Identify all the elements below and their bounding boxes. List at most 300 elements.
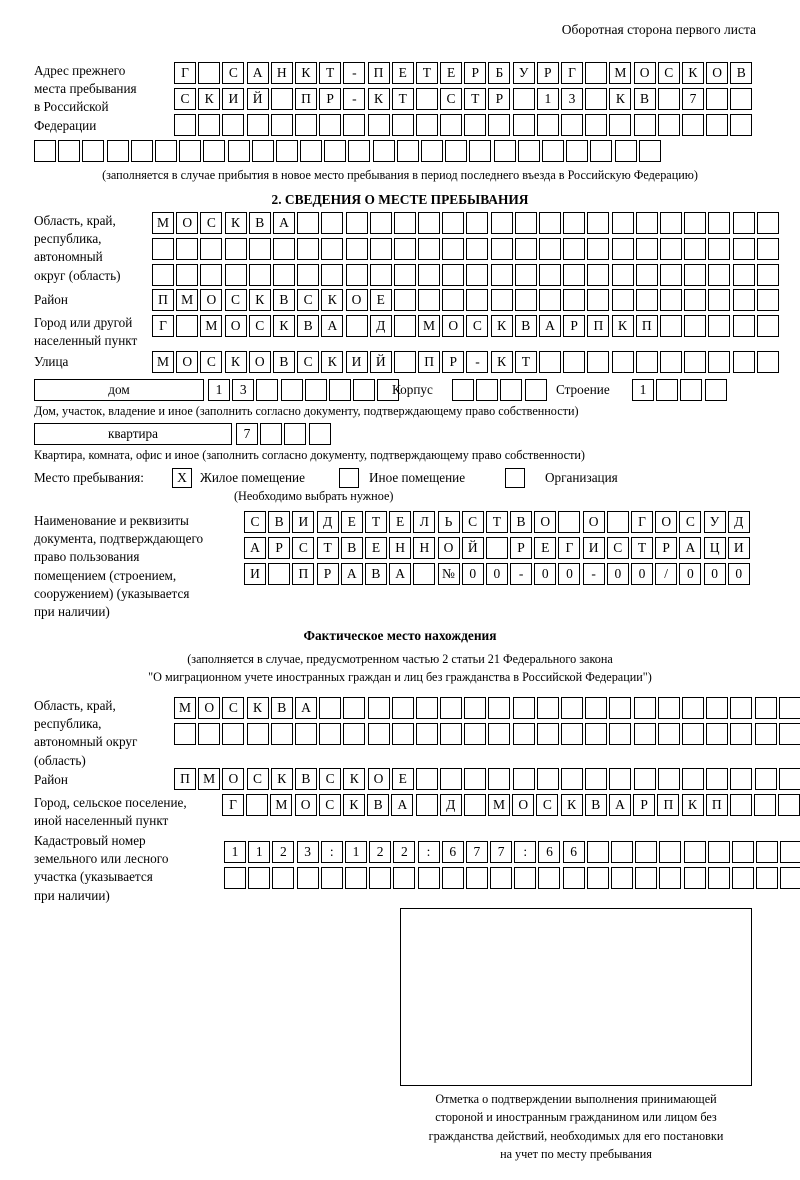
form-cell[interactable]: Ь (438, 511, 460, 533)
form-cell[interactable] (488, 723, 510, 745)
form-cell[interactable] (757, 289, 779, 311)
form-cell[interactable] (754, 794, 776, 816)
form-cell[interactable] (756, 841, 778, 863)
form-cell[interactable] (590, 140, 612, 162)
form-cell[interactable] (733, 238, 755, 260)
form-cell[interactable]: А (539, 315, 561, 337)
form-cell[interactable]: 1 (208, 379, 230, 401)
form-cell[interactable]: Е (392, 768, 414, 790)
form-cell[interactable] (537, 768, 559, 790)
form-cell[interactable] (321, 867, 343, 889)
form-cell[interactable] (346, 264, 368, 286)
form-cell[interactable] (345, 867, 367, 889)
form-cell[interactable]: К (343, 794, 365, 816)
form-cell[interactable]: Т (515, 351, 537, 373)
document-row-3[interactable] (244, 563, 752, 585)
form-cell[interactable]: С (225, 289, 247, 311)
region-row-2[interactable] (152, 238, 781, 260)
form-cell[interactable] (585, 62, 607, 84)
form-cell[interactable] (394, 212, 416, 234)
form-cell[interactable] (319, 697, 341, 719)
form-cell[interactable] (708, 212, 730, 234)
flat-cells[interactable] (236, 423, 333, 445)
form-cell[interactable] (658, 114, 680, 136)
form-cell[interactable] (370, 212, 392, 234)
form-cell[interactable] (539, 238, 561, 260)
form-cell[interactable] (198, 114, 220, 136)
form-cell[interactable] (660, 264, 682, 286)
form-cell[interactable] (348, 140, 370, 162)
form-cell[interactable] (634, 114, 656, 136)
form-cell[interactable]: А (679, 537, 701, 559)
form-cell[interactable] (321, 264, 343, 286)
form-cell[interactable]: С (297, 289, 319, 311)
form-cell[interactable] (442, 289, 464, 311)
form-cell[interactable] (416, 768, 438, 790)
form-cell[interactable] (515, 212, 537, 234)
form-cell[interactable]: А (609, 794, 631, 816)
form-cell[interactable] (708, 315, 730, 337)
form-cell[interactable] (247, 723, 269, 745)
form-cell[interactable] (518, 140, 540, 162)
form-cell[interactable]: О (706, 62, 728, 84)
form-cell[interactable] (34, 140, 56, 162)
form-cell[interactable] (222, 114, 244, 136)
form-cell[interactable] (780, 841, 800, 863)
form-cell[interactable]: К (271, 768, 293, 790)
form-cell[interactable]: Т (416, 62, 438, 84)
form-cell[interactable] (615, 140, 637, 162)
form-cell[interactable]: Г (558, 537, 580, 559)
form-cell[interactable] (394, 351, 416, 373)
form-cell[interactable]: Т (464, 88, 486, 110)
form-cell[interactable] (656, 379, 678, 401)
form-cell[interactable]: Н (389, 537, 411, 559)
form-cell[interactable] (587, 841, 609, 863)
form-cell[interactable] (757, 351, 779, 373)
form-cell[interactable]: Е (534, 537, 556, 559)
form-cell[interactable]: Г (152, 315, 174, 337)
form-cell[interactable] (708, 238, 730, 260)
form-cell[interactable]: Д (728, 511, 750, 533)
form-cell[interactable]: 0 (534, 563, 556, 585)
form-cell[interactable] (268, 563, 290, 585)
form-cell[interactable] (392, 114, 414, 136)
form-cell[interactable] (513, 114, 535, 136)
form-cell[interactable] (466, 867, 488, 889)
form-cell[interactable] (708, 289, 730, 311)
form-cell[interactable] (684, 264, 706, 286)
form-cell[interactable]: - (466, 351, 488, 373)
form-cell[interactable] (464, 697, 486, 719)
form-cell[interactable] (179, 140, 201, 162)
form-cell[interactable]: О (512, 794, 534, 816)
form-cell[interactable]: Ц (704, 537, 726, 559)
form-cell[interactable]: В (297, 315, 319, 337)
form-cell[interactable]: В (585, 794, 607, 816)
region-row-1[interactable] (152, 212, 781, 234)
form-cell[interactable]: С (607, 537, 629, 559)
form-cell[interactable]: В (273, 351, 295, 373)
cadastre-row-1[interactable] (224, 841, 800, 863)
form-cell[interactable] (684, 212, 706, 234)
form-cell[interactable] (730, 697, 752, 719)
form-cell[interactable]: О (198, 697, 220, 719)
form-cell[interactable] (271, 88, 293, 110)
actual-region-row-2[interactable] (174, 723, 800, 745)
form-cell[interactable]: Р (317, 563, 339, 585)
form-cell[interactable]: 2 (393, 841, 415, 863)
form-cell[interactable]: М (152, 351, 174, 373)
form-cell[interactable]: А (273, 212, 295, 234)
form-cell[interactable] (413, 563, 435, 585)
form-cell[interactable]: О (534, 511, 556, 533)
form-cell[interactable] (397, 140, 419, 162)
form-cell[interactable] (755, 697, 777, 719)
form-cell[interactable]: Н (413, 537, 435, 559)
form-cell[interactable]: А (391, 794, 413, 816)
form-cell[interactable]: 0 (486, 563, 508, 585)
form-cell[interactable]: 0 (558, 563, 580, 585)
form-cell[interactable] (174, 723, 196, 745)
form-cell[interactable]: М (174, 697, 196, 719)
form-cell[interactable] (155, 140, 177, 162)
prev-address-row-3[interactable] (174, 114, 755, 136)
form-cell[interactable]: К (321, 289, 343, 311)
form-cell[interactable] (442, 212, 464, 234)
form-cell[interactable] (247, 114, 269, 136)
form-cell[interactable]: С (658, 62, 680, 84)
form-cell[interactable]: О (438, 537, 460, 559)
form-cell[interactable] (563, 212, 585, 234)
form-cell[interactable] (537, 723, 559, 745)
form-cell[interactable]: П (368, 62, 390, 84)
form-cell[interactable] (368, 723, 390, 745)
form-cell[interactable]: К (247, 697, 269, 719)
form-cell[interactable] (708, 841, 730, 863)
form-cell[interactable] (297, 867, 319, 889)
form-cell[interactable]: К (295, 62, 317, 84)
form-cell[interactable]: М (270, 794, 292, 816)
form-cell[interactable] (416, 114, 438, 136)
form-cell[interactable]: Й (247, 88, 269, 110)
form-cell[interactable]: К (225, 212, 247, 234)
form-cell[interactable]: С (297, 351, 319, 373)
form-cell[interactable]: 3 (297, 841, 319, 863)
form-cell[interactable]: Т (631, 537, 653, 559)
form-cell[interactable] (500, 379, 522, 401)
form-cell[interactable] (706, 697, 728, 719)
form-cell[interactable] (469, 140, 491, 162)
form-cell[interactable]: С (247, 768, 269, 790)
form-cell[interactable]: О (655, 511, 677, 533)
form-cell[interactable] (611, 841, 633, 863)
form-cell[interactable] (466, 238, 488, 260)
form-cell[interactable]: П (418, 351, 440, 373)
form-cell[interactable] (321, 212, 343, 234)
form-cell[interactable] (561, 768, 583, 790)
form-cell[interactable] (392, 697, 414, 719)
form-cell[interactable]: М (152, 212, 174, 234)
stay-type-checkbox-organization[interactable] (505, 468, 525, 488)
form-cell[interactable] (228, 140, 250, 162)
actual-district-row[interactable] (174, 768, 800, 790)
form-cell[interactable] (225, 264, 247, 286)
form-cell[interactable] (368, 697, 390, 719)
form-cell[interactable] (271, 114, 293, 136)
form-cell[interactable] (152, 264, 174, 286)
form-cell[interactable] (563, 867, 585, 889)
form-cell[interactable] (636, 238, 658, 260)
form-cell[interactable] (537, 697, 559, 719)
form-cell[interactable] (659, 867, 681, 889)
form-cell[interactable] (733, 264, 755, 286)
form-cell[interactable]: И (728, 537, 750, 559)
form-cell[interactable] (636, 351, 658, 373)
form-cell[interactable] (634, 768, 656, 790)
city-row[interactable] (152, 315, 781, 337)
form-cell[interactable] (464, 114, 486, 136)
form-cell[interactable] (705, 379, 727, 401)
form-cell[interactable] (249, 264, 271, 286)
form-cell[interactable] (515, 264, 537, 286)
form-cell[interactable]: С (466, 315, 488, 337)
form-cell[interactable]: К (609, 88, 631, 110)
form-cell[interactable] (284, 423, 306, 445)
form-cell[interactable]: Г (174, 62, 196, 84)
form-cell[interactable]: 6 (442, 841, 464, 863)
form-cell[interactable] (635, 841, 657, 863)
form-cell[interactable]: 0 (631, 563, 653, 585)
form-cell[interactable]: Р (464, 62, 486, 84)
form-cell[interactable] (513, 723, 535, 745)
form-cell[interactable]: А (341, 563, 363, 585)
form-cell[interactable] (730, 114, 752, 136)
form-cell[interactable]: В (730, 62, 752, 84)
form-cell[interactable] (152, 238, 174, 260)
form-cell[interactable]: С (292, 537, 314, 559)
form-cell[interactable] (682, 723, 704, 745)
house-cells[interactable] (208, 379, 402, 401)
form-cell[interactable]: Р (488, 88, 510, 110)
form-cell[interactable] (174, 114, 196, 136)
actual-city-row[interactable] (222, 794, 800, 816)
form-cell[interactable]: А (247, 62, 269, 84)
form-cell[interactable] (779, 697, 800, 719)
form-cell[interactable] (273, 264, 295, 286)
form-cell[interactable] (658, 88, 680, 110)
form-cell[interactable]: М (609, 62, 631, 84)
form-cell[interactable]: 7 (236, 423, 258, 445)
form-cell[interactable] (708, 351, 730, 373)
form-cell[interactable] (466, 212, 488, 234)
form-cell[interactable] (442, 238, 464, 260)
form-cell[interactable]: О (634, 62, 656, 84)
form-cell[interactable] (612, 264, 634, 286)
form-cell[interactable]: В (515, 315, 537, 337)
document-row-2[interactable] (244, 537, 752, 559)
form-cell[interactable]: М (176, 289, 198, 311)
form-cell[interactable] (321, 238, 343, 260)
form-cell[interactable]: В (249, 212, 271, 234)
form-cell[interactable] (708, 867, 730, 889)
form-cell[interactable]: 1 (537, 88, 559, 110)
form-cell[interactable]: Р (655, 537, 677, 559)
form-cell[interactable]: 0 (462, 563, 484, 585)
form-cell[interactable] (394, 264, 416, 286)
form-cell[interactable]: 7 (466, 841, 488, 863)
form-cell[interactable] (515, 238, 537, 260)
form-cell[interactable]: К (368, 88, 390, 110)
form-cell[interactable] (539, 212, 561, 234)
form-cell[interactable] (684, 351, 706, 373)
form-cell[interactable] (416, 794, 438, 816)
form-cell[interactable]: К (249, 289, 271, 311)
form-cell[interactable] (682, 768, 704, 790)
form-cell[interactable]: К (321, 351, 343, 373)
form-cell[interactable]: Й (462, 537, 484, 559)
form-cell[interactable]: Т (317, 537, 339, 559)
form-cell[interactable] (660, 212, 682, 234)
form-cell[interactable] (757, 238, 779, 260)
form-cell[interactable]: Е (440, 62, 462, 84)
form-cell[interactable] (706, 768, 728, 790)
form-cell[interactable] (309, 423, 331, 445)
form-cell[interactable] (416, 88, 438, 110)
region-row-3[interactable] (152, 264, 781, 286)
form-cell[interactable]: О (346, 289, 368, 311)
form-cell[interactable] (660, 351, 682, 373)
stamp-box[interactable] (400, 908, 752, 1086)
form-cell[interactable] (514, 867, 536, 889)
form-cell[interactable]: К (491, 351, 513, 373)
form-cell[interactable]: Т (319, 62, 341, 84)
form-cell[interactable]: С (536, 794, 558, 816)
form-cell[interactable]: К (491, 315, 513, 337)
form-cell[interactable] (272, 867, 294, 889)
form-cell[interactable] (684, 238, 706, 260)
form-cell[interactable] (660, 315, 682, 337)
form-cell[interactable]: М (200, 315, 222, 337)
form-cell[interactable]: Т (365, 511, 387, 533)
form-cell[interactable]: А (389, 563, 411, 585)
form-cell[interactable] (329, 379, 351, 401)
form-cell[interactable]: Р (633, 794, 655, 816)
form-cell[interactable] (682, 114, 704, 136)
form-cell[interactable]: П (657, 794, 679, 816)
form-cell[interactable]: 0 (704, 563, 726, 585)
form-cell[interactable]: А (244, 537, 266, 559)
form-cell[interactable] (634, 723, 656, 745)
form-cell[interactable] (297, 264, 319, 286)
form-cell[interactable] (107, 140, 129, 162)
form-cell[interactable] (416, 697, 438, 719)
form-cell[interactable] (755, 768, 777, 790)
form-cell[interactable] (513, 768, 535, 790)
form-cell[interactable] (281, 379, 303, 401)
form-cell[interactable]: И (583, 537, 605, 559)
form-cell[interactable]: Д (370, 315, 392, 337)
form-cell[interactable] (58, 140, 80, 162)
form-cell[interactable]: М (488, 794, 510, 816)
form-cell[interactable] (248, 867, 270, 889)
form-cell[interactable]: Е (341, 511, 363, 533)
form-cell[interactable]: П (174, 768, 196, 790)
form-cell[interactable] (682, 697, 704, 719)
form-cell[interactable]: С (200, 351, 222, 373)
form-cell[interactable]: В (367, 794, 389, 816)
form-cell[interactable] (249, 238, 271, 260)
form-cell[interactable] (756, 867, 778, 889)
form-cell[interactable]: О (583, 511, 605, 533)
form-cell[interactable] (176, 238, 198, 260)
form-cell[interactable] (418, 867, 440, 889)
document-row-1[interactable] (244, 511, 752, 533)
form-cell[interactable]: П (295, 88, 317, 110)
form-cell[interactable] (706, 114, 728, 136)
form-cell[interactable] (612, 351, 634, 373)
form-cell[interactable] (561, 723, 583, 745)
form-cell[interactable] (418, 264, 440, 286)
form-cell[interactable] (587, 289, 609, 311)
form-cell[interactable] (176, 315, 198, 337)
form-cell[interactable] (319, 114, 341, 136)
form-cell[interactable] (203, 140, 225, 162)
form-cell[interactable]: П (706, 794, 728, 816)
form-cell[interactable]: 7 (682, 88, 704, 110)
form-cell[interactable] (658, 768, 680, 790)
form-cell[interactable]: 0 (607, 563, 629, 585)
form-cell[interactable]: Р (442, 351, 464, 373)
form-cell[interactable]: - (343, 62, 365, 84)
form-cell[interactable]: О (442, 315, 464, 337)
form-cell[interactable] (585, 114, 607, 136)
form-cell[interactable]: К (612, 315, 634, 337)
form-cell[interactable]: К (561, 794, 583, 816)
form-cell[interactable] (343, 723, 365, 745)
form-cell[interactable]: 1 (248, 841, 270, 863)
form-cell[interactable] (636, 212, 658, 234)
form-cell[interactable] (440, 768, 462, 790)
form-cell[interactable] (271, 723, 293, 745)
form-cell[interactable]: П (152, 289, 174, 311)
form-cell[interactable] (587, 351, 609, 373)
form-cell[interactable] (297, 212, 319, 234)
form-cell[interactable] (684, 315, 706, 337)
form-cell[interactable] (561, 697, 583, 719)
form-cell[interactable]: 3 (232, 379, 254, 401)
form-cell[interactable] (513, 88, 535, 110)
form-cell[interactable]: 7 (490, 841, 512, 863)
form-cell[interactable]: О (222, 768, 244, 790)
form-cell[interactable] (587, 264, 609, 286)
form-cell[interactable] (558, 511, 580, 533)
form-cell[interactable] (684, 289, 706, 311)
form-cell[interactable] (730, 723, 752, 745)
form-cell[interactable] (513, 697, 535, 719)
form-cell[interactable]: В (295, 768, 317, 790)
form-cell[interactable] (634, 697, 656, 719)
form-cell[interactable] (300, 140, 322, 162)
form-cell[interactable] (476, 379, 498, 401)
form-cell[interactable] (442, 867, 464, 889)
form-cell[interactable]: П (587, 315, 609, 337)
form-cell[interactable]: О (295, 794, 317, 816)
form-cell[interactable] (708, 264, 730, 286)
form-cell[interactable] (394, 289, 416, 311)
stay-type-checkbox-other[interactable] (339, 468, 359, 488)
form-cell[interactable] (563, 289, 585, 311)
